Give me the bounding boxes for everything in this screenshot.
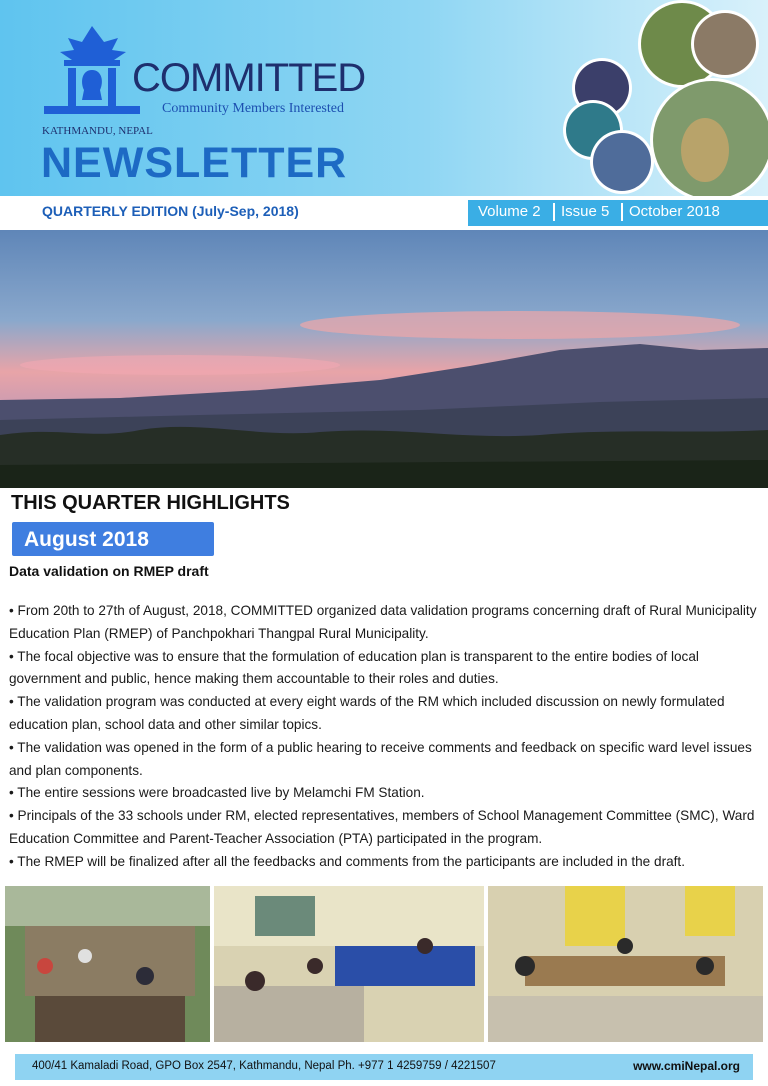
newsletter-title: NEWSLETTER — [41, 139, 348, 187]
divider — [621, 203, 623, 221]
temple-logo-icon — [42, 24, 142, 116]
divider — [553, 203, 555, 221]
date-label: October 2018 — [629, 203, 720, 220]
article-subheading: Data validation on RMEP draft — [9, 563, 209, 579]
volume-label: Volume 2 — [478, 203, 541, 220]
edition-label: QUARTERLY EDITION (July-Sep, 2018) — [42, 203, 299, 219]
section-heading: THIS QUARTER HIGHLIGHTS — [11, 492, 290, 514]
website-link[interactable]: www.cmiNepal.org — [633, 1059, 740, 1073]
bullet-item: • The RMEP will be finalized after all the feedbacks and comments from the participants are included in the draft. — [9, 853, 685, 869]
footer-address: 400/41 Kamaladi Road, GPO Box 2547, Kathmandu, Nepal Ph. +977 1 4259759 / 4221507 — [32, 1060, 496, 1072]
bullet-item: • The focal objective was to ensure that the formulation of education plan is transparent to the entire bodies of local government and public, hence making them accountable to their roles and duties. — [9, 648, 699, 687]
bullet-item: • From 20th to 27th of August, 2018, COMMITTED organized data validation programs concerning draft of Rural Municipality Education Plan (RMEP) of Panchpokhari Thangpal Rural Municipality. — [9, 603, 757, 641]
bullet-item: • The entire sessions were broadcasted live by Melamchi FM Station. — [9, 785, 425, 801]
header-banner — [0, 0, 768, 196]
sunset-landscape-photo — [0, 230, 768, 488]
meeting-photos — [5, 886, 763, 1042]
bullet-item: • Principals of the 33 schools under RM, elected representatives, members of School Management Committee (SMC), Ward Education Committee and Parent-Teacher Association (PTA) participated in the program. — [9, 808, 755, 846]
issue-label: Issue 5 — [561, 203, 610, 220]
brand-tagline: Community Members Interested — [162, 101, 344, 116]
brand-name: COMMITTED — [132, 56, 366, 100]
location-label: KATHMANDU, NEPAL — [42, 125, 153, 137]
bullet-item: • The validation was opened in the form of a public hearing to receive comments and feedback on specific ward level issues and plan components. — [9, 739, 752, 778]
bullet-item: • The validation program was conducted at every eight wards of the RM which included discussion on newly formulated education plan, school data and other similar topics. — [9, 694, 725, 732]
month-label: August 2018 — [24, 528, 149, 551]
bullet-list — [9, 600, 761, 874]
photo-collage — [560, 0, 768, 196]
